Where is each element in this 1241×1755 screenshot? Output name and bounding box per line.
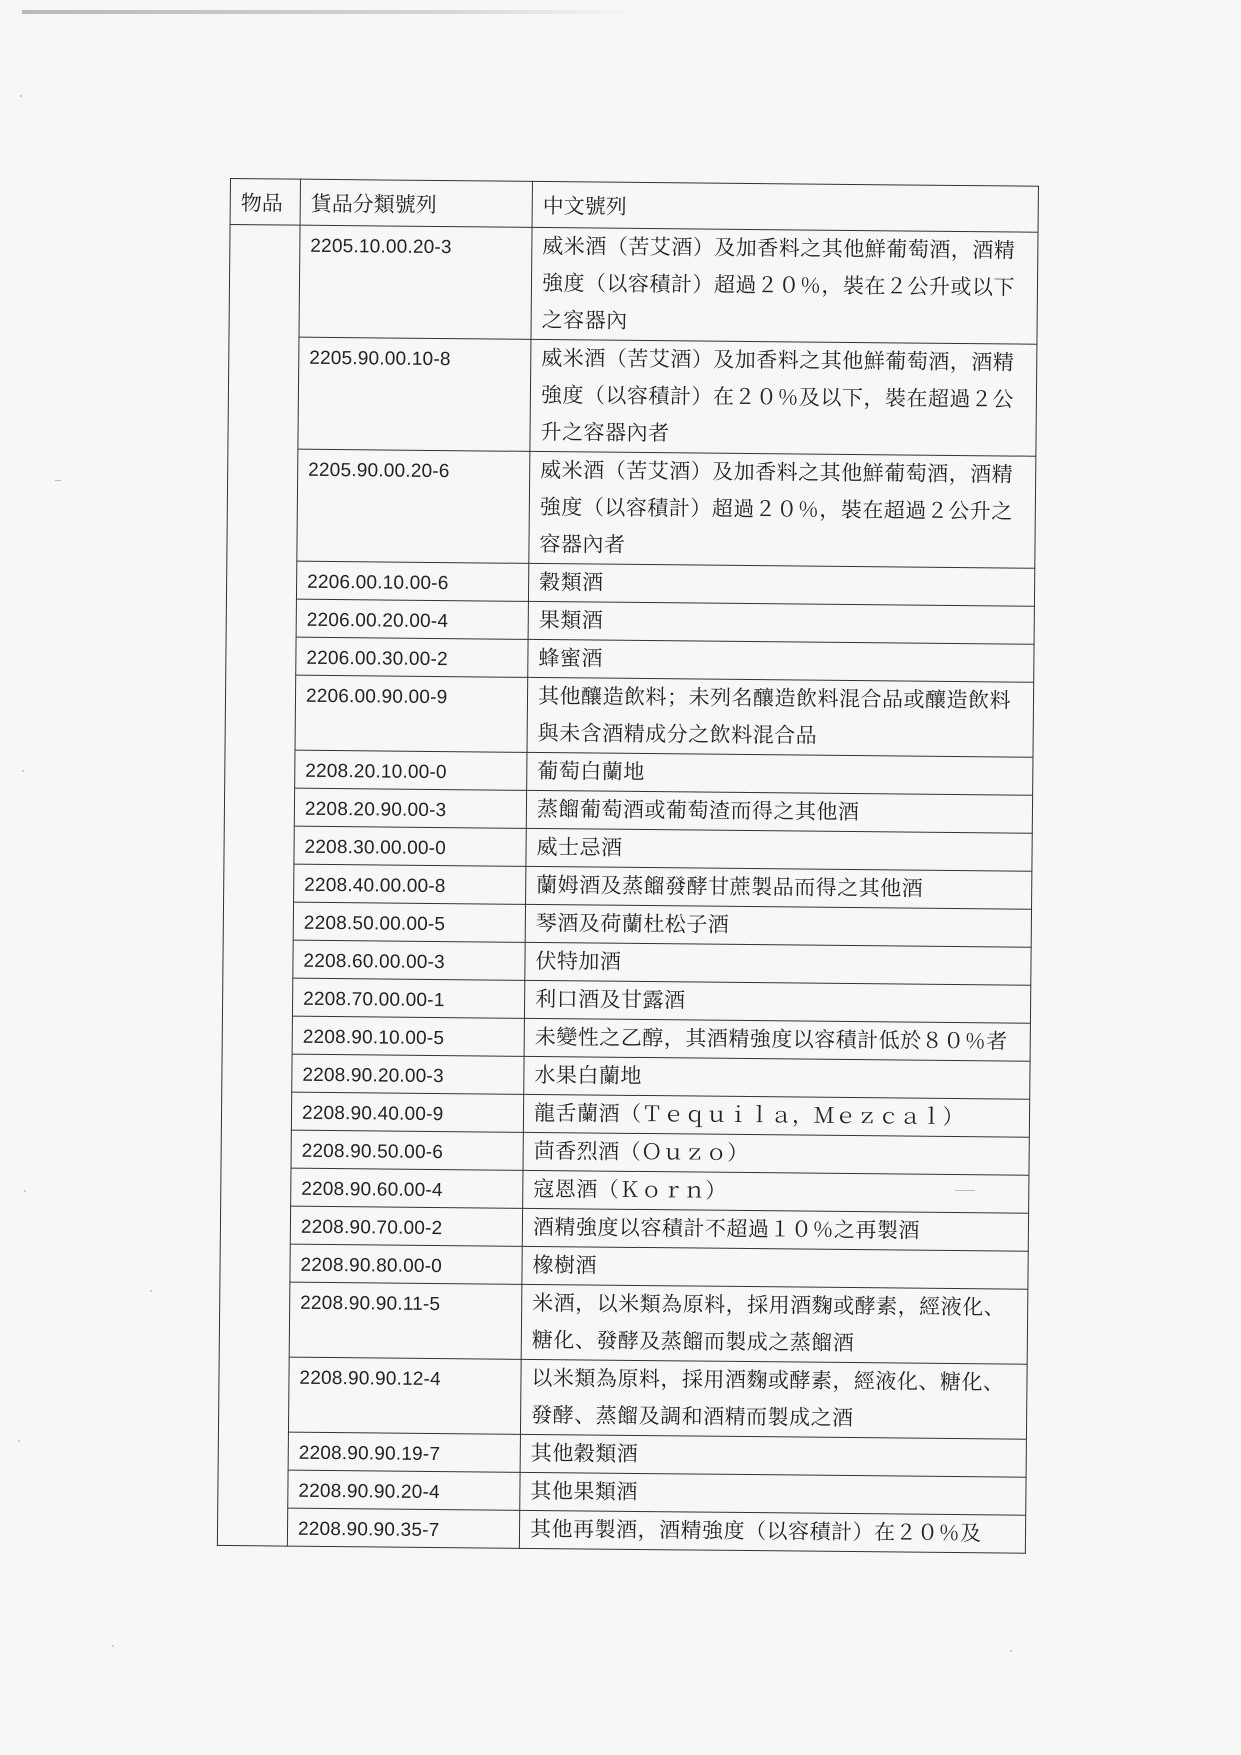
header-item: 物品 [230,179,300,226]
table-row [228,336,1037,456]
table-row [219,1281,1028,1364]
tariff-code: 2208.90.20.00-3 [292,1054,524,1094]
table-row [218,1356,1027,1439]
tariff-description: 琴酒及荷蘭杜松子酒 [525,904,1031,947]
tariff-code: 2208.40.00.00-8 [294,864,526,904]
tariff-description: 寇恩酒（Ｋｏｒｎ） [523,1170,1029,1213]
tariff-description: 以米類為原料，採用酒麴或酵素，經液化、糖化、發酵、蒸餾及調和酒精而製成之酒 [520,1359,1027,1439]
tariff-code: 2206.00.10.00-6 [296,561,528,601]
tariff-description: 穀類酒 [528,563,1034,606]
tariff-code: 2205.10.00.20-3 [299,225,532,339]
table-row [217,1507,1025,1553]
tariff-code: 2208.90.90.20-4 [288,1470,520,1510]
tariff-code: 2208.20.90.00-3 [294,788,526,828]
tariff-description: 龍舌蘭酒（Ｔｅｑｕｉｌａ，Ｍｅｚｃａｌ） [523,1094,1029,1137]
tariff-description: 米酒，以米類為原料，採用酒麴或酵素，經液化、糖化、發酵及蒸餾而製成之蒸餾酒 [521,1284,1028,1364]
scan-speck [24,1190,26,1192]
tariff-description: 蒸餾葡萄酒或葡萄渣而得之其他酒 [526,790,1032,833]
tariff-code: 2208.90.90.19-7 [288,1432,520,1472]
tariff-description: 果類酒 [528,601,1034,644]
tariff-code: 2208.90.90.11-5 [289,1282,522,1359]
scan-speck [150,1290,152,1292]
tariff-code: 2208.90.10.00-5 [292,1016,524,1056]
tariff-code-table [217,178,1039,1554]
tariff-description: 其他果類酒 [520,1472,1026,1515]
tariff-code: 2208.90.40.00-9 [291,1092,523,1132]
tariff-code: 2208.90.70.00-2 [290,1206,522,1246]
tariff-description: 酒精強度以容積計不超過１０％之再製酒 [522,1208,1028,1251]
tariff-description: 利口酒及甘露酒 [524,980,1030,1023]
tariff-description: 茴香烈酒（Ｏｕｚｏ） [523,1132,1029,1175]
tariff-code: 2206.00.30.00-2 [296,637,528,677]
tariff-description: 其他再製酒，酒精強度（以容積計）在２０％及 [519,1510,1025,1553]
tariff-code: 2208.20.10.00-0 [295,750,527,790]
tariff-description: 蘭姆酒及蒸餾發酵甘蔗製品而得之其他酒 [526,866,1032,909]
tariff-description: 蜂蜜酒 [528,639,1034,682]
tariff-description: 其他穀類酒 [520,1434,1026,1477]
tariff-code: 2208.50.00.00-5 [293,902,525,942]
tariff-description: 威米酒（苦艾酒）及加香料之其他鮮葡萄酒，酒精強度（以容積計）超過２０％，裝在超過２公升之容器內者 [529,451,1036,568]
tariff-description: 葡萄白蘭地 [527,752,1033,795]
tariff-code: 2206.00.90.00-9 [295,675,528,752]
tariff-code: 2208.90.50.00-6 [291,1130,523,1170]
tariff-description: 水果白蘭地 [524,1056,1030,1099]
scan-edge-line [22,10,632,14]
tariff-description: 威米酒（苦艾酒）及加香料之其他鮮葡萄酒，酒精強度（以容積計）在２０％及以下，裝在超過２公升之容器內者 [530,339,1037,456]
scan-speck [18,1440,20,1442]
tariff-code: 2208.60.00.00-3 [293,940,525,980]
scan-speck [112,1645,114,1647]
table-row [227,448,1036,568]
tariff-code: 2208.90.90.35-7 [287,1508,519,1548]
tariff-description: 其他釀造飲料；未列名釀造飲料混合品或釀造飲料與未含酒精成分之飲料混合品 [527,677,1034,757]
tariff-code: 2208.90.60.00-4 [291,1168,523,1208]
tariff-description: 威米酒（苦艾酒）及加香料之其他鮮葡萄酒，酒精強度（以容積計）超過２０％，裝在２公升或以下之容器內 [531,227,1038,344]
tariff-description: 橡樹酒 [522,1246,1028,1289]
item-cell [217,225,300,1547]
tariff-description: 未變性之乙醇，其酒精強度以容積計低於８０％者 [524,1018,1030,1061]
tariff-code: 2205.90.00.10-8 [298,337,531,451]
tariff-code: 2205.90.00.20-6 [297,449,530,563]
tariff-code: 2206.00.20.00-4 [296,599,528,639]
tariff-code: 2208.30.00.00-0 [294,826,526,866]
table-row [229,225,1038,345]
header-desc: 中文號列 [532,181,1038,232]
table-row [225,674,1034,757]
scan-speck [22,770,24,772]
header-code: 貨品分類號列 [300,179,532,227]
tariff-code: 2208.90.80.00-0 [290,1244,522,1284]
tariff-code: 2208.90.90.12-4 [288,1357,521,1434]
tariff-code: 2208.70.00.00-1 [292,978,524,1018]
scan-speck [20,95,22,97]
tariff-description: 威士忌酒 [526,828,1032,871]
tariff-description: 伏特加酒 [525,942,1031,985]
scan-speck [55,480,61,481]
scan-speck [1010,1650,1012,1652]
table-header-row [230,179,1038,233]
